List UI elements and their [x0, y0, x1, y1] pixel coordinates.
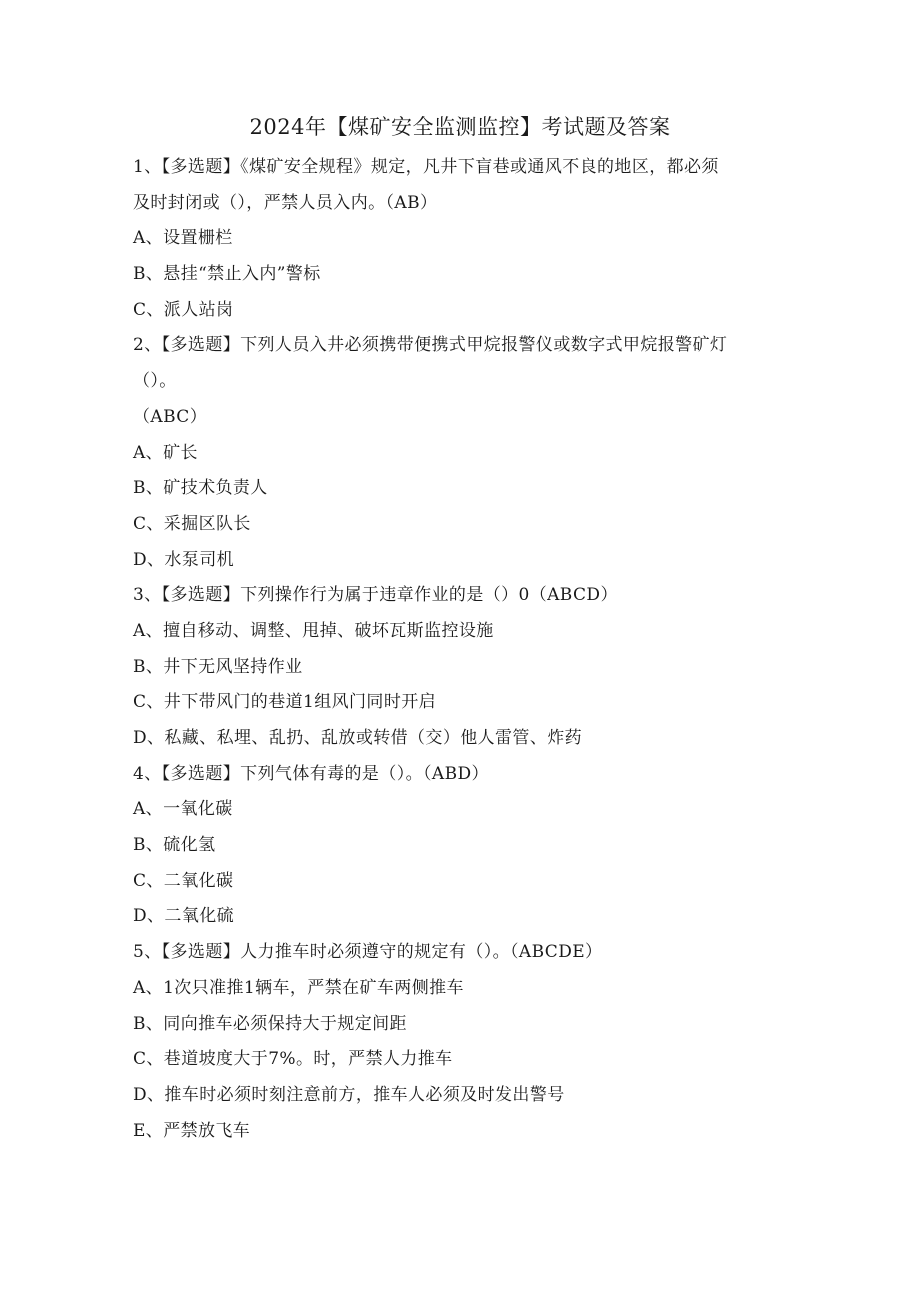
question-block: [133, 578, 793, 756]
answer-option: B、井下无风坚持作业: [133, 656, 303, 677]
question-stem: 1、【多选题】《煤矿安全规程》规定，凡井下盲巷或通风不良的地区，都必须: [133, 157, 719, 177]
answer-option: B、硫化氢: [133, 835, 216, 856]
answer-option: C、派人站岗: [133, 299, 234, 320]
question-list: [133, 150, 793, 1149]
answer-option: D、推车时必须时刻注意前方，推车人必须及时发出警号: [133, 1084, 565, 1105]
answer-option: A、1次只准推1辆车，严禁在矿车两侧推车: [133, 977, 464, 998]
answer-option: A、擅自移动、调整、甩掉、破坏瓦斯监控设施: [133, 620, 494, 641]
answer-option: D、二氧化硫: [133, 906, 235, 927]
question-stem: 3、【多选题】下列操作行为属于违章作业的是（）0（ABCD）: [133, 585, 618, 606]
answer-option: D、私藏、私埋、乱扔、乱放或转借（交）他人雷管、炸药: [133, 728, 583, 748]
answer-option: B、同向推车必须保持大于规定间距: [133, 1013, 407, 1034]
question-stem: 5、【多选题】人力推车时必须遵守的规定有（）。（ABCDE）: [133, 942, 603, 963]
answer-option: C、井下带风门的巷道1组风门同时开启: [133, 692, 437, 713]
question-block: [133, 150, 793, 328]
question-stem: 4、【多选题】下列气体有毒的是（）。（ABD）: [133, 763, 489, 784]
question-stem: （）。: [133, 371, 177, 392]
document-title: 2024年【煤矿安全监测监控】考试题及答案: [249, 115, 671, 139]
answer-option: C、二氧化碳: [133, 870, 234, 891]
answer-option: C、巷道坡度大于7%。时，严禁人力推车: [133, 1049, 453, 1070]
question-stem: 及时封闭或（），严禁人员入内。（AB）: [133, 192, 438, 213]
answer-option: A、一氧化碳: [133, 799, 233, 820]
answer-option: A、矿长: [133, 442, 198, 463]
question-stem: 2、【多选题】下列人员入井必须携带便携式甲烷报警仪或数字式甲烷报警矿灯: [133, 335, 728, 356]
answer-option: B、矿技术负责人: [133, 478, 268, 499]
question-block: [133, 757, 793, 935]
question-block: [133, 935, 793, 1149]
answer-option: B、悬挂“禁止入内”警标: [133, 264, 321, 285]
answer-option: C、采掘区队长: [133, 513, 251, 534]
question-block: [133, 328, 793, 578]
answer-option: D、水泵司机: [133, 549, 235, 570]
answer-option: A、设置栅栏: [133, 228, 233, 249]
answer-option: E、严禁放飞车: [133, 1120, 251, 1141]
question-answer-key: （ABC）: [133, 406, 208, 427]
